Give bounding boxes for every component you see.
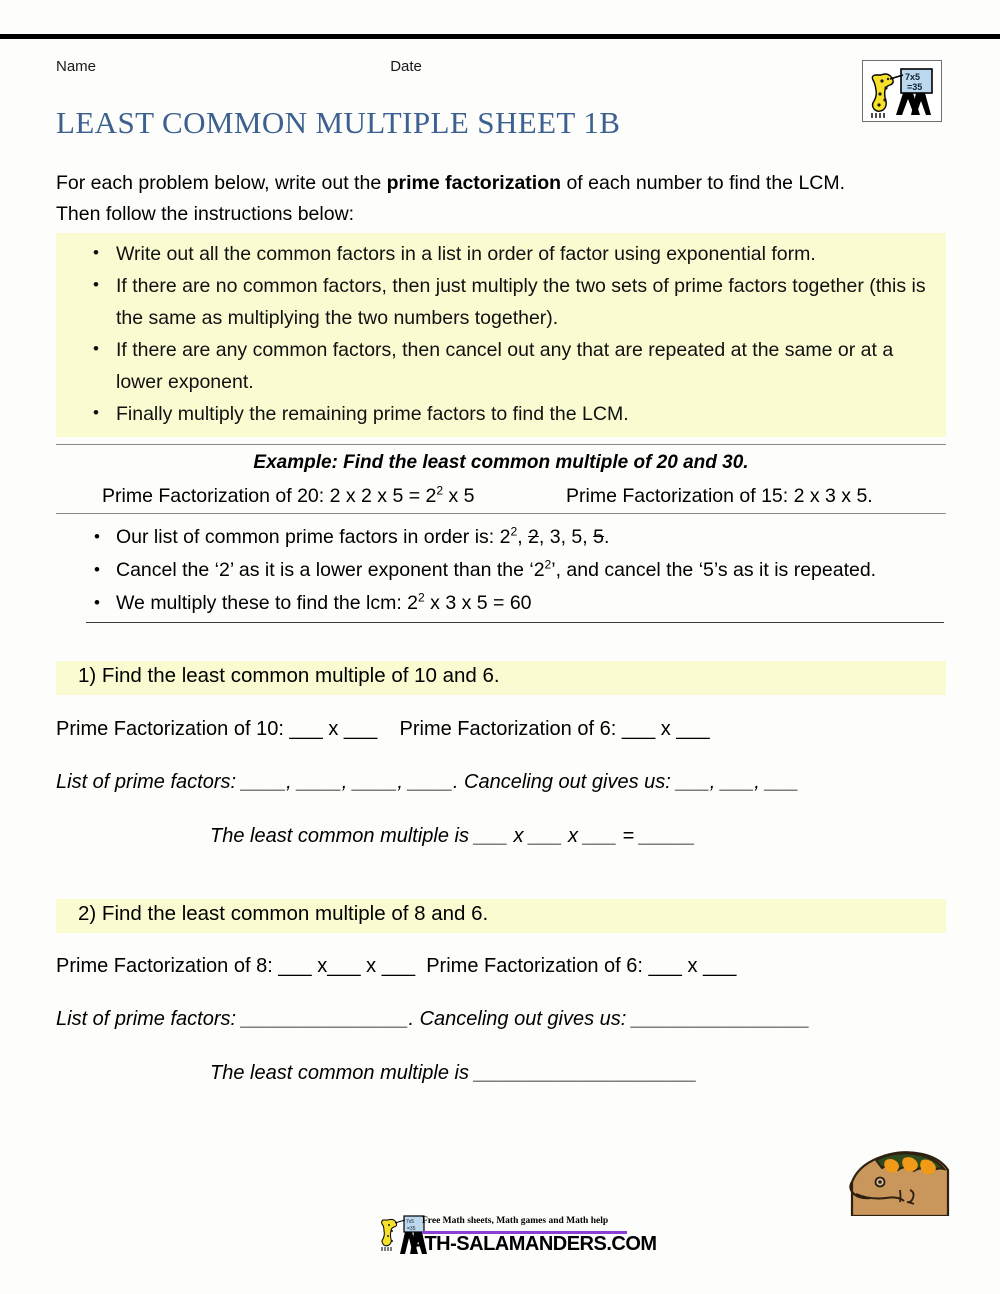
list-item: • Our list of common prime factors in order is: $2^2$, 2, 3, 5, 5. xyxy=(116,521,996,554)
example-bottom-rule xyxy=(86,622,944,623)
footer-tagline: Free Math sheets, Math games and Math help xyxy=(422,1216,609,1226)
intro-line1-after: of each number to find the LCM. xyxy=(561,172,846,194)
svg-text:=35: =35 xyxy=(407,1226,416,1232)
question-2-factorization-row xyxy=(56,955,956,978)
question-1-right-factorization[interactable]: Prime Factorization of 6: ___ x ___ xyxy=(399,718,710,740)
intro-paragraph xyxy=(56,168,946,230)
question-2-answer-line[interactable]: The least common multiple is ____________________ xyxy=(210,1062,698,1084)
logo-artwork-icon xyxy=(863,61,941,121)
question-2-heading-band xyxy=(56,899,946,933)
question-1-heading: 1) Find the least common multiple of 10 and 6. xyxy=(78,664,500,687)
question-2-list-line[interactable]: List of prime factors: _______________. Canceling out gives us: ________________ xyxy=(56,1008,810,1030)
name-label: Name xyxy=(56,58,97,75)
list-item: • Write out all the common factors in a list in order of factor using exponential form. xyxy=(116,238,932,270)
example-left-factorization: Prime Factorization of 20: 2 x 2 x $5 = 2^2$ x 5 xyxy=(102,483,475,507)
question-1-left-factorization[interactable]: Prime Factorization of 10: ___ x ___ xyxy=(56,718,378,740)
struck-factor-5: 5 xyxy=(593,526,604,548)
svg-text:=35: =35 xyxy=(907,82,923,92)
question-1-heading-band xyxy=(56,661,946,695)
instructions-list xyxy=(56,238,946,430)
list-item: • If there are no common factors, then just multiply the two sets of prime factors together (this is the same as multiplying the two numbers together). xyxy=(116,270,932,334)
struck-factor-2: 2 xyxy=(528,526,539,548)
instructions-highlight-band xyxy=(56,233,946,437)
list-item: • Finally multiply the remaining prime factors to find the LCM. xyxy=(116,398,932,430)
salamander-illustration-icon xyxy=(846,1138,950,1216)
svg-text:7x5: 7x5 xyxy=(905,72,921,82)
date-label: Date xyxy=(390,58,422,75)
page-title: LEAST COMMON MULTIPLE SHEET 1B xyxy=(56,105,621,140)
list-item: • Cancel the ‘2’ as it is a lower exponent than the ‘$2^2$’, and cancel the ‘5’s as it is repeated. xyxy=(116,554,996,587)
question-1-factorization-row xyxy=(56,718,956,741)
example-top-rule xyxy=(56,444,946,445)
example-right-factorization: Prime Factorization of 15: 2 x 3 x 5. xyxy=(566,485,873,507)
example-mid-rule xyxy=(56,513,946,514)
top-rule-divider xyxy=(0,34,1000,41)
header-fields xyxy=(56,58,856,75)
footer-site-name: ATH-SALAMANDERS.COM xyxy=(412,1233,657,1255)
list-item: • We multiply these to find the lcm: $2^2$ x 3 x 5 = 60 xyxy=(116,587,996,620)
question-2-heading: 2) Find the least common multiple of 8 and 6. xyxy=(78,902,489,925)
question-1-answer-line[interactable]: The least common multiple is ___ x ___ x ___ = _____ xyxy=(210,825,696,847)
question-1-list-line[interactable]: List of prime factors: ____, ____, ____, ____. Canceling out gives us: ___, ___, ___ xyxy=(56,771,799,793)
list-item: • If there are any common factors, then cancel out any that are repeated at the same or at a lower exponent. xyxy=(116,334,932,398)
salamander-artwork-icon xyxy=(846,1138,950,1216)
question-2-right-factorization[interactable]: Prime Factorization of 6: ___ x ___ xyxy=(426,955,737,977)
intro-bold-term: prime factorization xyxy=(386,172,562,194)
intro-line2: Then follow the instructions below: xyxy=(56,203,355,225)
intro-line1-before: For each problem below, write out the xyxy=(56,172,387,194)
svg-text:7x5: 7x5 xyxy=(406,1219,415,1225)
question-2-left-factorization[interactable]: Prime Factorization of 8: ___ x___ x ___ xyxy=(56,955,416,977)
math-salamanders-footer-logo-icon xyxy=(378,1214,657,1260)
example-heading: Example: Find the least common multiple of 20 and 30. xyxy=(253,452,749,473)
example-steps-list xyxy=(86,521,996,620)
math-salamanders-logo-icon xyxy=(862,60,942,122)
